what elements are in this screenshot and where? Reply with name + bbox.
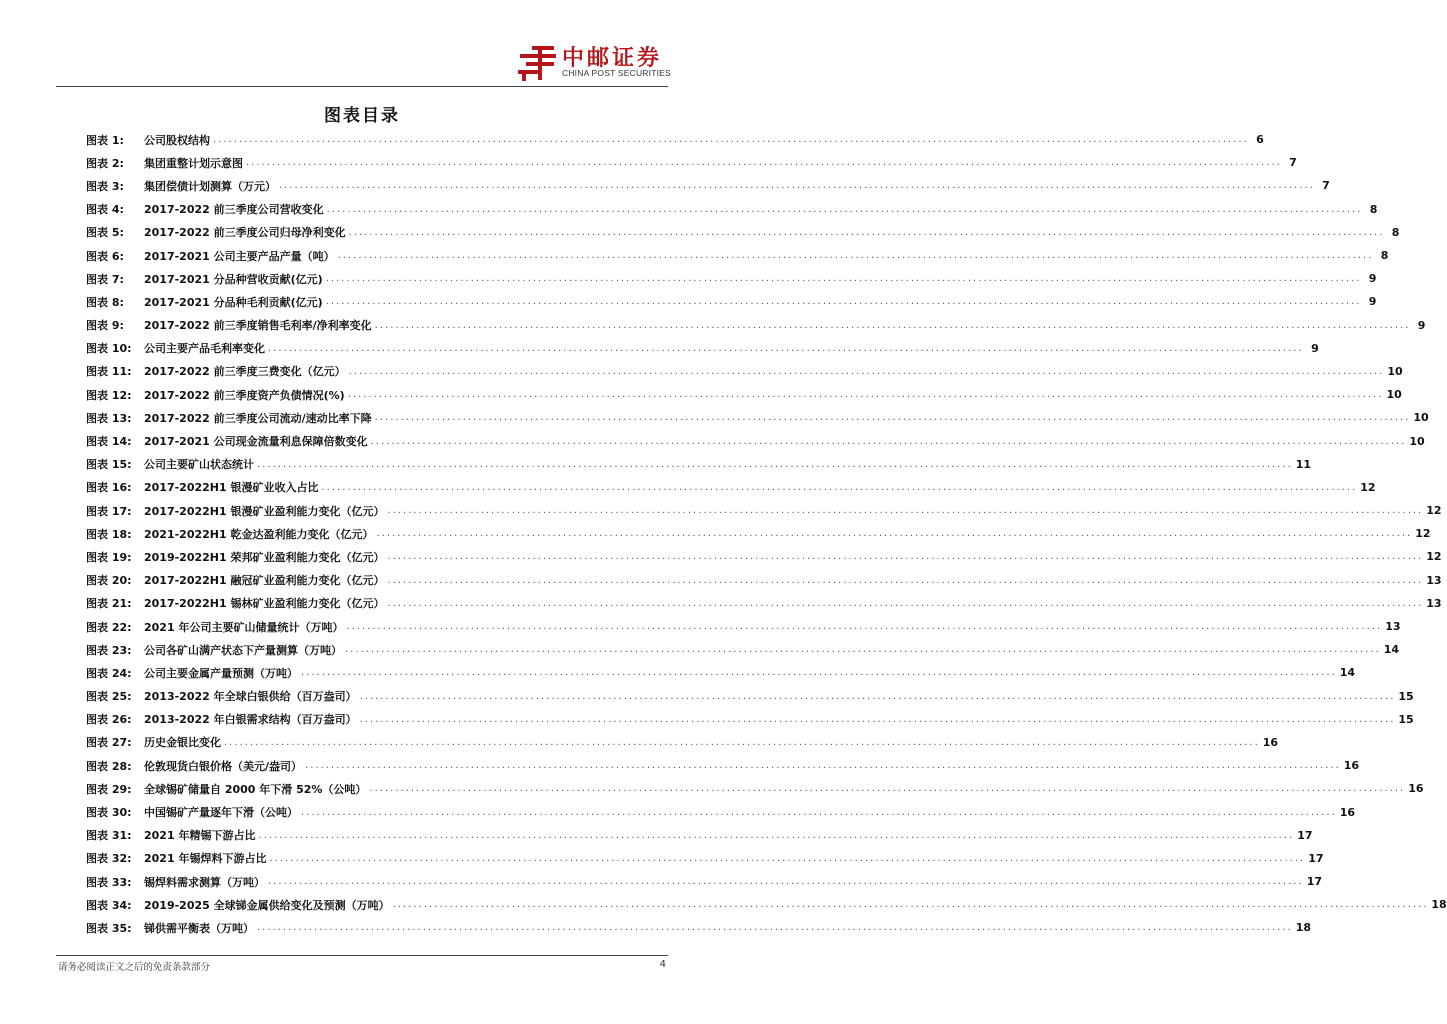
- toc-entry[interactable]: [86, 290, 1377, 313]
- toc-entry[interactable]: [86, 847, 1324, 870]
- toc-entry[interactable]: [86, 545, 1442, 568]
- toc-entry-title: 伦敦现货白银价格（美元/盎司）: [144, 759, 303, 773]
- toc-entry-title: 2017-2021 公司主要产品产量（吨）: [144, 249, 335, 263]
- toc-entry-page-number: 12: [1426, 550, 1442, 564]
- toc-entry-title: 历史金银比变化: [144, 736, 221, 750]
- toc-entry-page-number: 17: [1308, 851, 1324, 865]
- toc-entry-label: 图表 13:: [86, 411, 132, 425]
- toc-entry[interactable]: [86, 522, 1431, 545]
- toc-entry-page-number: 7: [1322, 179, 1330, 193]
- brand-name-english: CHINA POST SECURITIES: [562, 68, 671, 78]
- toc-entry-title: 2017-2022H1 银漫矿业盈利能力变化（亿元）: [144, 504, 385, 518]
- toc-entry-label: 图表 29:: [86, 782, 132, 796]
- toc-entry-title: 2013-2022 年白银需求结构（百万盎司）: [144, 713, 357, 727]
- toc-entry-page-number: 17: [1297, 828, 1313, 842]
- toc-entry-title: 公司主要矿山状态统计: [144, 458, 254, 472]
- toc-entry-title: 2017-2022 前三季度资产负债情况(%): [144, 388, 345, 402]
- toc-entry-label: 图表 23:: [86, 643, 132, 657]
- toc-entry-label: 图表 10:: [86, 342, 132, 356]
- toc-entry[interactable]: [86, 360, 1403, 383]
- toc-entry[interactable]: [86, 661, 1356, 684]
- toc-dot-leader: ........................................................................................................................................................................................................: [269, 852, 1306, 864]
- toc-entry[interactable]: [86, 685, 1414, 708]
- page-header: [0, 0, 724, 90]
- toc-entry-page-number: 16: [1262, 735, 1279, 749]
- toc-dot-leader: ........................................................................................................................................................................................................: [257, 458, 1293, 470]
- toc-dot-leader: ........................................................................................................................................................................................................: [305, 760, 1341, 772]
- toc-entry-page-number: 9: [1417, 318, 1426, 332]
- toc-entry-title: 公司主要产品毛利率变化: [144, 342, 265, 356]
- toc-entry-label: 图表 12:: [86, 388, 132, 402]
- toc-entry-label: 图表 1:: [86, 133, 124, 147]
- footer-disclaimer-note: 请务必阅读正文之后的免责条款部分: [58, 962, 211, 973]
- toc-entry-label: 图表 22:: [86, 620, 132, 634]
- brand-name-chinese: 中邮证券: [562, 46, 663, 71]
- toc-dot-leader: ........................................................................................................................................................................................................: [359, 690, 1396, 702]
- toc-dot-leader: ........................................................................................................................................................................................................: [387, 574, 1424, 586]
- table-of-figures: [86, 128, 1447, 940]
- toc-entry-title: 2013-2022 年全球白银供给（百万盎司）: [144, 690, 357, 704]
- toc-entry-title: 2019-2022H1 荣邦矿业盈利能力变化（亿元）: [144, 550, 385, 564]
- toc-entry[interactable]: [86, 870, 1323, 893]
- toc-entry[interactable]: [86, 151, 1297, 174]
- toc-entry-label: 图表 4:: [86, 203, 124, 217]
- toc-entry-label: 图表 7:: [86, 272, 124, 286]
- toc-entry-label: 图表 33:: [86, 875, 132, 889]
- toc-entry-title: 2017-2022H1 融冠矿业盈利能力变化（亿元）: [144, 574, 385, 588]
- toc-entry-page-number: 17: [1306, 875, 1323, 889]
- toc-entry[interactable]: [86, 128, 1264, 151]
- toc-entry-title: 2017-2022 前三季度公司归母净利变化: [144, 226, 346, 240]
- toc-entry-page-number: 16: [1343, 759, 1360, 773]
- toc-entry-label: 图表 30:: [86, 806, 132, 820]
- toc-entry-page-number: 16: [1339, 805, 1356, 819]
- toc-entry-label: 图表 34:: [86, 898, 132, 912]
- toc-dot-leader: ........................................................................................................................................................................................................: [346, 621, 1383, 633]
- toc-entry-page-number: 13: [1426, 596, 1442, 610]
- toc-dot-leader: ........................................................................................................................................................................................................: [387, 505, 1424, 517]
- toc-entry-label: 图表 5:: [86, 226, 124, 240]
- toc-entry-page-number: 16: [1408, 782, 1424, 796]
- toc-entry-title: 公司股权结构: [144, 133, 210, 147]
- toc-entry-label: 图表 28:: [86, 759, 132, 773]
- toc-dot-leader: ........................................................................................................................................................................................................: [387, 597, 1424, 609]
- toc-entry-label: 图表 20:: [86, 574, 132, 588]
- toc-entry[interactable]: [86, 569, 1442, 592]
- toc-dot-leader: ........................................................................................................................................................................................................: [369, 783, 1406, 795]
- toc-entry-title: 公司主要金属产量预测（万吨）: [144, 666, 298, 680]
- toc-entry[interactable]: [86, 592, 1442, 615]
- toc-entry[interactable]: [86, 314, 1426, 337]
- toc-entry[interactable]: [86, 638, 1400, 661]
- toc-entry-title: 2017-2022 前三季度公司营收变化: [144, 203, 324, 217]
- toc-dot-leader: ........................................................................................................................................................................................................: [348, 226, 1385, 238]
- toc-entry-label: 图表 9:: [86, 319, 124, 333]
- toc-entry-title: 2017-2022 前三季度销售毛利率/净利率变化: [144, 319, 372, 333]
- toc-entry[interactable]: [86, 754, 1360, 777]
- toc-entry-label: 图表 16:: [86, 481, 132, 495]
- toc-dot-leader: ........................................................................................................................................................................................................: [268, 342, 1304, 354]
- toc-dot-leader: ........................................................................................................................................................................................................: [337, 250, 1374, 262]
- toc-entry-title: 2017-2022H1 银漫矿业收入占比: [144, 481, 319, 495]
- toc-dot-leader: ........................................................................................................................................................................................................: [345, 644, 1381, 656]
- toc-entry-label: 图表 18:: [86, 527, 132, 541]
- toc-entry-label: 图表 26:: [86, 713, 132, 727]
- toc-entry-page-number: 18: [1295, 921, 1312, 935]
- toc-entry-page-number: 12: [1415, 527, 1431, 541]
- toc-entry-page-number: 9: [1311, 341, 1319, 355]
- toc-entry-label: 图表 35:: [86, 921, 132, 935]
- toc-entry-title: 2017-2022 前三季度公司流动/速动比率下降: [144, 411, 372, 425]
- toc-dot-leader: ........................................................................................................................................................................................................: [213, 134, 1249, 146]
- toc-entry[interactable]: [86, 221, 1400, 244]
- toc-entry[interactable]: [86, 777, 1424, 800]
- toc-dot-leader: ........................................................................................................................................................................................................: [347, 389, 1384, 401]
- toc-dot-leader: ........................................................................................................................................................................................................: [374, 412, 1411, 424]
- toc-entry-page-number: 13: [1426, 573, 1442, 587]
- toc-dot-leader: ........................................................................................................................................................................................................: [374, 319, 1411, 331]
- toc-entry-label: 图表 2:: [86, 156, 124, 170]
- toc-entry[interactable]: [86, 800, 1356, 823]
- toc-entry-label: 图表 21:: [86, 597, 132, 611]
- toc-entry-label: 图表 32:: [86, 852, 132, 866]
- toc-entry-label: 图表 6:: [86, 249, 124, 263]
- toc-entry-page-number: 9: [1368, 295, 1377, 309]
- toc-dot-leader: ........................................................................................................................................................................................................: [359, 713, 1396, 725]
- toc-entry-page-number: 15: [1398, 689, 1414, 703]
- toc-entry-title: 2021-2022H1 乾金达盈利能力变化（亿元）: [144, 527, 374, 541]
- footer-divider: [56, 955, 668, 956]
- toc-entry-page-number: 8: [1369, 202, 1378, 216]
- toc-entry[interactable]: [86, 406, 1429, 429]
- toc-entry[interactable]: [86, 615, 1401, 638]
- toc-entry-page-number: 7: [1289, 156, 1297, 170]
- toc-entry[interactable]: [86, 453, 1312, 476]
- toc-entry-page-number: 8: [1391, 225, 1400, 239]
- toc-entry[interactable]: [86, 731, 1279, 754]
- toc-entry[interactable]: [86, 244, 1389, 267]
- toc-entry[interactable]: [86, 337, 1319, 360]
- toc-dot-leader: ........................................................................................................................................................................................................: [268, 876, 1304, 888]
- toc-entry[interactable]: [86, 383, 1402, 406]
- toc-entry-title: 2017-2021 分品种营收贡献(亿元): [144, 272, 323, 286]
- toc-entry-page-number: 11: [1295, 457, 1312, 471]
- toc-entry-title: 锡焊料需求测算（万吨）: [144, 875, 265, 889]
- toc-entry-title: 2021 年锡焊料下游占比: [144, 852, 267, 866]
- toc-entry-label: 图表 17:: [86, 504, 132, 518]
- toc-entry[interactable]: [86, 198, 1378, 221]
- toc-dot-leader: ........................................................................................................................................................................................................: [301, 667, 1337, 679]
- toc-dot-leader: ........................................................................................................................................................................................................: [392, 899, 1429, 911]
- toc-entry-label: 图表 24:: [86, 666, 132, 680]
- toc-entry-title: 2017-2021 分品种毛利贡献(亿元): [144, 295, 323, 309]
- toc-entry-page-number: 10: [1413, 411, 1429, 425]
- toc-entry-page-number: 9: [1368, 272, 1377, 286]
- china-post-logo-icon: [516, 44, 560, 82]
- toc-entry-title: 2021 年公司主要矿山储量统计（万吨）: [144, 620, 344, 634]
- toc-entry-label: 图表 25:: [86, 690, 132, 704]
- toc-entry-label: 图表 15:: [86, 458, 132, 472]
- toc-dot-leader: ........................................................................................................................................................................................................: [321, 481, 1358, 493]
- toc-entry-label: 图表 19:: [86, 550, 132, 564]
- toc-title: 图表目录: [324, 106, 400, 126]
- footer-page-number: 4: [659, 959, 666, 970]
- toc-dot-leader: ........................................................................................................................................................................................................: [224, 736, 1260, 748]
- toc-entry-page-number: 6: [1256, 133, 1264, 147]
- toc-entry[interactable]: [86, 499, 1442, 522]
- toc-entry-page-number: 10: [1386, 388, 1402, 402]
- toc-entry[interactable]: [86, 893, 1447, 916]
- toc-entry[interactable]: [86, 429, 1425, 452]
- toc-dot-leader: ........................................................................................................................................................................................................: [387, 551, 1424, 563]
- toc-entry-page-number: 10: [1387, 364, 1403, 378]
- toc-entry[interactable]: [86, 708, 1414, 731]
- toc-entry-label: 图表 27:: [86, 736, 132, 750]
- toc-entry-title: 2017-2021 公司现金流量利息保障倍数变化: [144, 435, 368, 449]
- toc-entry-title: 2017-2022H1 锡林矿业盈利能力变化（亿元）: [144, 597, 385, 611]
- toc-dot-leader: ........................................................................................................................................................................................................: [370, 435, 1407, 447]
- toc-entry[interactable]: [86, 174, 1330, 197]
- toc-entry-label: 图表 14:: [86, 435, 132, 449]
- toc-entry[interactable]: [86, 476, 1376, 499]
- toc-entry-label: 图表 11:: [86, 365, 132, 379]
- toc-dot-leader: ........................................................................................................................................................................................................: [301, 806, 1337, 818]
- toc-entry-label: 图表 3:: [86, 179, 124, 193]
- toc-dot-leader: ........................................................................................................................................................................................................: [257, 922, 1293, 934]
- toc-entry-page-number: 12: [1426, 504, 1442, 518]
- toc-entry[interactable]: [86, 916, 1312, 939]
- toc-entry-title: 锑供需平衡表（万吨）: [144, 921, 254, 935]
- toc-dot-leader: ........................................................................................................................................................................................................: [326, 203, 1363, 215]
- toc-entry-title: 2019-2025 全球锑金属供给变化及预测（万吨）: [144, 898, 390, 912]
- toc-entry-page-number: 8: [1380, 249, 1389, 263]
- toc-entry-page-number: 18: [1431, 898, 1447, 912]
- toc-entry-label: 图表 8:: [86, 295, 124, 309]
- toc-entry-page-number: 14: [1339, 666, 1356, 680]
- toc-entry-page-number: 14: [1383, 643, 1400, 657]
- toc-entry-title: 中国锡矿产量逐年下滑（公吨）: [144, 806, 298, 820]
- toc-entry-title: 集团重整计划示意图: [144, 156, 243, 170]
- toc-entry-page-number: 10: [1409, 434, 1425, 448]
- toc-entry-title: 公司各矿山满产状态下产量测算（万吨）: [144, 643, 342, 657]
- toc-entry-title: 集团偿债计划测算（万元）: [144, 179, 276, 193]
- toc-dot-leader: ........................................................................................................................................................................................................: [246, 157, 1282, 169]
- toc-entry-title: 2021 年精锡下游占比: [144, 829, 256, 843]
- toc-dot-leader: ........................................................................................................................................................................................................: [348, 365, 1385, 377]
- toc-entry-page-number: 13: [1385, 620, 1401, 634]
- header-divider: [56, 86, 668, 87]
- toc-dot-leader: ........................................................................................................................................................................................................: [325, 296, 1362, 308]
- toc-entry[interactable]: [86, 267, 1377, 290]
- toc-entry-title: 全球锡矿储量自 2000 年下滑 52%（公吨）: [144, 782, 367, 796]
- toc-dot-leader: ........................................................................................................................................................................................................: [325, 273, 1362, 285]
- toc-dot-leader: ........................................................................................................................................................................................................: [258, 829, 1295, 841]
- toc-entry-page-number: 12: [1360, 480, 1376, 494]
- toc-entry-page-number: 15: [1398, 712, 1414, 726]
- toc-dot-leader: ........................................................................................................................................................................................................: [279, 180, 1315, 192]
- toc-dot-leader: ........................................................................................................................................................................................................: [376, 528, 1413, 540]
- toc-entry-title: 2017-2022 前三季度三费变化（亿元）: [144, 365, 346, 379]
- toc-entry-label: 图表 31:: [86, 829, 132, 843]
- toc-entry[interactable]: [86, 824, 1313, 847]
